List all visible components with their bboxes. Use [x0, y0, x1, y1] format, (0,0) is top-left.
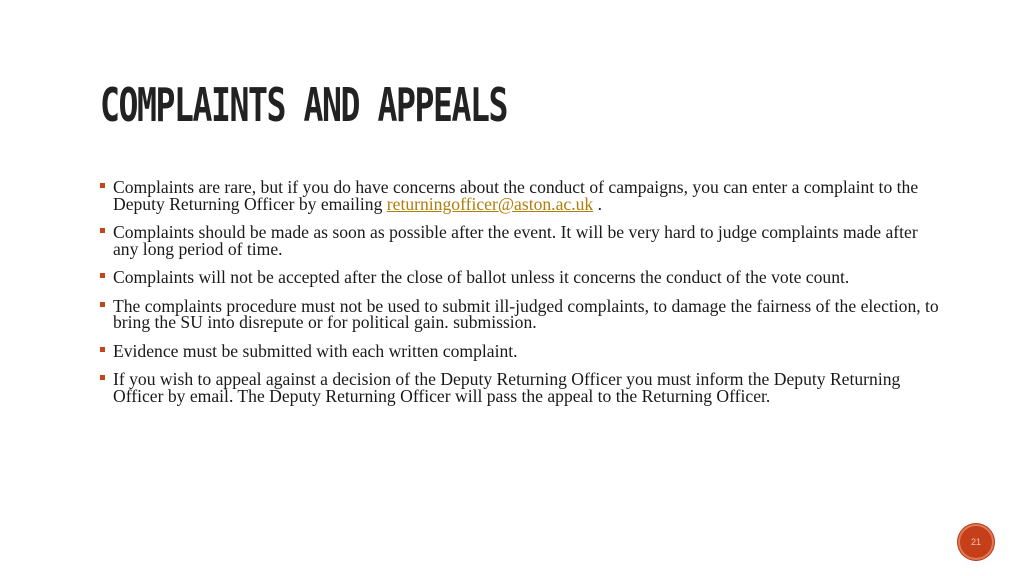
- bullet-item: [100, 179, 940, 212]
- square-bullet-icon: [100, 375, 105, 380]
- bullet-text: Complaints should be made as soon as possible after the event. It will be very hard to judge complaints made after any long period of time.: [113, 222, 918, 259]
- bullet-item: [100, 269, 940, 286]
- square-bullet-icon: [100, 347, 105, 352]
- slide-number: 21: [970, 537, 981, 547]
- square-bullet-icon: [100, 228, 105, 233]
- bullet-item: [100, 295, 940, 332]
- square-bullet-icon: [100, 273, 105, 278]
- square-bullet-icon: [100, 302, 105, 307]
- bullet-list: [100, 179, 940, 416]
- slide-title: COMPLAINTS AND APPEALS: [100, 78, 508, 132]
- bullet-text: If you wish to appeal against a decision of the Deputy Returning Officer you must inform the Deputy Returning Officer by email. The Deputy Returning Officer will pass the appeal to the Returning Officer.: [113, 369, 901, 406]
- square-bullet-icon: [100, 183, 105, 188]
- slide-number-badge: [958, 524, 994, 560]
- bullet-text: The complaints procedure must not be used to submit ill-judged complaints, to damage the fairness of the election, to bring the SU into disrepute or for political gain. submission.: [113, 295, 939, 332]
- bullet-text: Complaints will not be accepted after the close of ballot unless it concerns the conduct of the vote count.: [113, 267, 850, 287]
- bullet-text: Evidence must be submitted with each written complaint.: [113, 340, 518, 361]
- bullet-item: [100, 340, 940, 361]
- bullet-item: [100, 371, 940, 404]
- email-link[interactable]: returningofficer@aston.ac.uk: [386, 193, 594, 214]
- bullet-item: [100, 224, 940, 257]
- bullet-text: Complaints are rare, but if you do have concerns about the conduct of campaigns, you can enter a complaint to the Deputy Returning Officer by emailing: [113, 177, 919, 214]
- bullet-text-suffix: .: [593, 193, 602, 214]
